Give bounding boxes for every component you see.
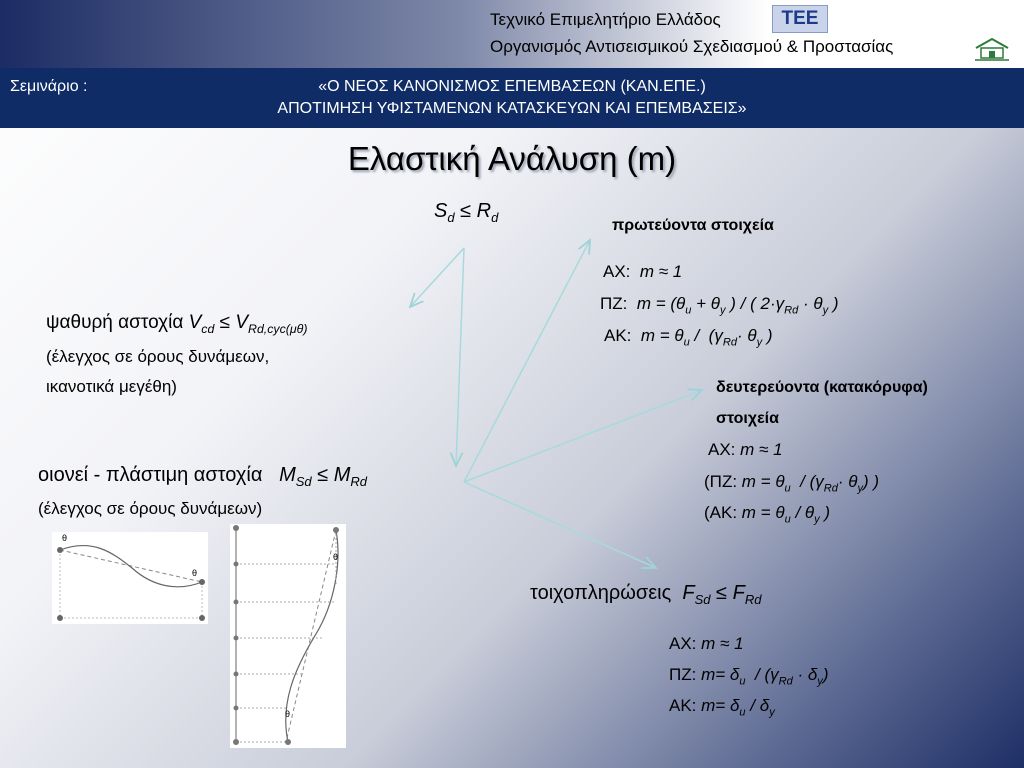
seminar-title-line1: «Ο ΝΕΟΣ ΚΑΝΟΝΙΣΜΟΣ ΕΠΕΜΒΑΣΕΩΝ (ΚΑΝ.ΕΠΕ.) [318, 78, 706, 95]
ductile-label: οιονεί - πλάστιμη αστοχία [38, 464, 263, 486]
theta-label-bottom: θ [285, 709, 291, 719]
brittle-note-2: ικανοτικά μεγέθη) [46, 377, 177, 396]
brittle-note-1: (έλεγχος σε όρους δυνάμεων, [46, 347, 270, 366]
main-check-formula: $S_d \le R_d$ [434, 200, 499, 225]
primary-ax: ΑΧ: m ≈ 1 [603, 262, 683, 281]
primary-ak: ΑΚ: $m = \theta_u / (\gamma_{Rd}\cdot \theta_y$ ) [604, 326, 773, 349]
ductile-failure-line: οιονεί - πλάστιμη αστοχία $M_{Sd} \le M_{Rd}$ [38, 464, 368, 489]
seminar-title-line2: ΑΠΟΤΙΜΗΣΗ ΥΦΙΣΤΑΜΕΝΩΝ ΚΑΤΑΣΚΕΥΩΝ ΚΑΙ ΕΠΕΜΒΑΣΕΙΣ» [277, 100, 747, 117]
secondary-pz: (ΠΖ: $m = \theta_u / (\gamma_{Rd}\cdot \theta_y)$ ) [704, 472, 880, 495]
theta-label-right: θ [192, 568, 198, 578]
theta-label-left: θ [62, 533, 68, 543]
secondary-heading-2: στοιχεία [716, 410, 779, 427]
primary-pz: ΠΖ: $m = (\theta_u + \theta_y$ ) / ( $2\cdot\gamma_{Rd} \cdot \theta_y$ ) [600, 294, 839, 317]
infill-line: τοιχοπληρώσεις $F_{Sd} \le F_{Rd}$ [530, 582, 762, 607]
page-title: Ελαστική Ανάλυση (m) [347, 140, 677, 177]
arrow-to-brittle [410, 248, 464, 307]
ductile-note: (έλεγχος σε όρους δυνάμεων) [38, 499, 263, 518]
org-name-tee: Τεχνικό Επιμελητήριο Ελλάδος [490, 10, 721, 29]
arrow-to-primary [464, 240, 590, 482]
theta-label-top: θ [333, 552, 339, 562]
infill-ak: ΑΚ: $m= \delta_u / \delta_y$ [669, 696, 775, 719]
seminar-label: Σεμινάριο : [10, 78, 88, 95]
secondary-ak: (ΑΚ: $m = \theta_u / \theta_y$ ) [704, 503, 831, 526]
infill-ax: ΑΧ: m ≈ 1 [669, 634, 744, 653]
secondary-ax: ΑΧ: m ≈ 1 [708, 440, 783, 459]
tee-logo: ΤΕΕ [772, 5, 828, 33]
secondary-heading-1: δευτερεύοντα (κατακόρυφα) [716, 379, 928, 396]
infill-pz: ΠΖ: $m= \delta_u / (\gamma_{Rd} \cdot \delta_y)$ [669, 665, 829, 688]
beam-deformation-diagram [52, 532, 208, 624]
org-name-oasp: Οργανισμός Αντισεισμικού Σχεδιασμού & Προστασίας [490, 37, 894, 56]
arrow-to-ductile [456, 248, 464, 466]
arrow-to-secondary [464, 390, 702, 482]
primary-heading: πρωτεύοντα στοιχεία [612, 217, 774, 234]
column-deformation-diagram [230, 524, 346, 748]
brittle-failure-line: ψαθυρή αστοχία $V_{cd} \le V_{Rd,cyc(\mu\theta)}$ [46, 312, 308, 336]
infill-label: τοιχοπληρώσεις [530, 582, 672, 604]
arrow-to-infill [464, 482, 656, 568]
brittle-label: ψαθυρή αστοχία [46, 312, 184, 333]
